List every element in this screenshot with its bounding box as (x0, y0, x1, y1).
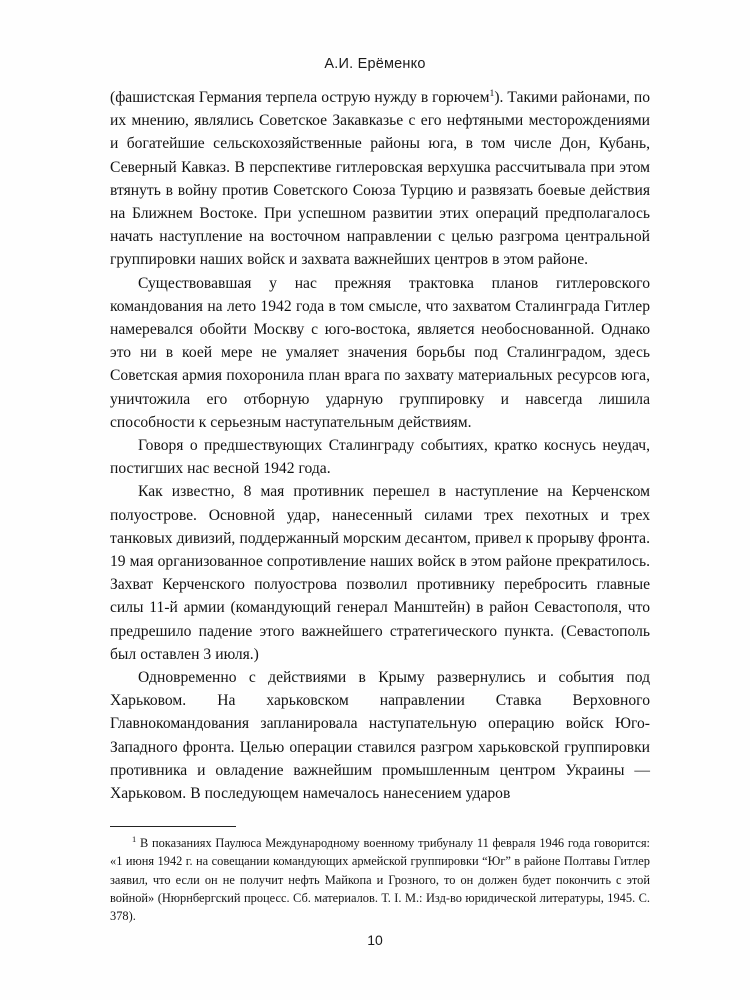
footnote-separator-rule (110, 826, 236, 827)
paragraph-5: Одновременно с действиями в Крыму развернулись и события под Харьковом. На харьковском направлении Ставка Верховного Главнокомандования запланировала наступательную операцию войск Юго-Западного фронта. Целью операции ставился разгром харьковской группировки противника и овладение важнейшим промышленным центром Украины — Харьковом. В последующем намечалось нанесением ударов (110, 669, 650, 803)
paragraph-1-prefix: (фашистская Германия терпела острую нужду в горючем (110, 89, 490, 106)
paragraph-1-rest: ). Такими районами, по их мнению, являлись Советское Закавказье с его нефтяными месторождениями и богатейшие сельскохозяйственные районы юга, в том числе Дон, Кубань, Северный Кавказ. В перспективе гитлеровская верхушка рассчитывала при этом втянуть в войну против Советского Союза Турцию и развязать боевые действия на Ближнем Востоке. При успешном развитии этих операций предполагалось начать наступление на восточном направлении с целью разгрома центральной группировки наших войск и захвата важнейших центров в этом районе. (110, 89, 650, 269)
footnote-reference-icon[interactable]: 1 (489, 87, 495, 99)
page-number: 10 (367, 932, 383, 948)
footnote-1 (110, 834, 650, 925)
paragraph-4: Как известно, 8 мая противник перешел в наступление на Керченском полуострове. Основной удар, нанесенный силами трех пехотных и трех танковых дивизий, поддержанный морским десантом, привел к прорыву фронта. 19 мая организованное сопротивление наших войск в этом районе прекратилось. Захват Керченского полуострова позволил противнику перебросить главные силы 11-й армии (командующий генерал Манштейн) в район Севастополя, что предрешило падение этого важнейшего стратегического пункта. (Севастополь был оставлен 3 июля.) (110, 483, 650, 663)
footnote-number: 1 (132, 833, 137, 844)
body-text-block (110, 86, 650, 805)
paragraph-2: Существовавшая у нас прежняя трактовка планов гитлеровского командования на лето 1942 года в том смысле, что захватом Сталинграда Гитлер намеревался обойти Москву с юго-востока, является необоснованной. Однако это ни в коей мере не умаляет значения борьбы под Сталинградом, здесь Советская армия похоронила план врага по захвату материальных ресурсов юга, уничтожила его отборную ударную группировку и навсегда лишила способности к серьезным наступательным действиям. (110, 274, 650, 431)
paragraph-3: Говоря о предшествующих Сталинграду событиях, кратко коснусь неудач, постигших нас весной 1942 года. (110, 437, 650, 478)
running-head: А.И. Ерёменко (324, 56, 426, 72)
footnote-area (110, 826, 650, 925)
paragraph-1 (110, 86, 650, 272)
footnote-body: В показаниях Паулюса Международному военному трибуналу 11 февраля 1946 года говорится: «1 июня 1942 г. на совещании командующих армейской группировки “Юг” в районе Полтавы Гитлер заявил, что если он не получит нефть Майкопа и Грозного, то он должен будет покончить с этой войной» (Нюрнбергский процесс. Сб. материалов. Т. I. М.: Изд-во юридической литературы, 1945. С. 378). (110, 836, 650, 924)
